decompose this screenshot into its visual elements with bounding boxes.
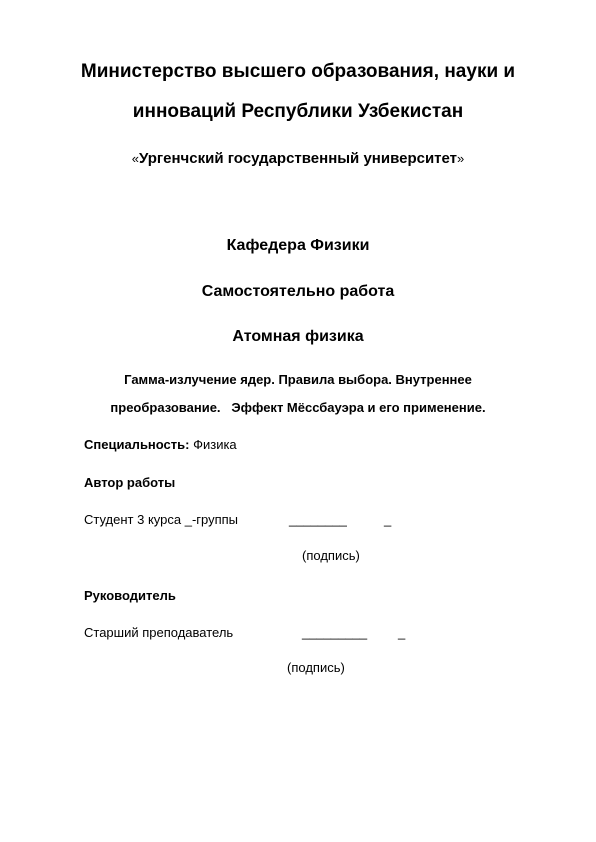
work-type-title: Самостоятельно работа xyxy=(201,283,395,300)
author-label: Автор работы xyxy=(84,475,176,490)
student-signature-caption: (подпись) xyxy=(302,548,360,563)
university-title: Ургенчский государственный университет xyxy=(138,150,458,167)
quote-close: » xyxy=(457,151,465,166)
specialty-row xyxy=(84,437,237,452)
topic-line-2: преобразование. Эффект Мёссбауэра и его применение. xyxy=(110,400,486,415)
supervisor-signature-tail: _ xyxy=(398,625,406,640)
supervisor-signature-caption: (подпись) xyxy=(287,660,345,675)
topic-line-1: Гамма-излучение ядер. Правила выбора. Внутреннее xyxy=(124,372,472,387)
university-name xyxy=(0,150,596,167)
student-signature-line: ________ xyxy=(289,512,347,527)
department-title: Кафедера Физики xyxy=(226,237,370,254)
ministry-line-1: Министерство высшего образования, науки и xyxy=(80,61,516,82)
subject-title: Атомная физика xyxy=(232,328,364,345)
supervisor-label: Руководитель xyxy=(84,588,176,603)
specialty-label: Специальность: xyxy=(84,437,190,452)
supervisor-signature-line: _________ xyxy=(302,625,368,640)
supervisor-text: Старший преподаватель xyxy=(84,625,234,640)
quote-open: « xyxy=(131,151,139,166)
specialty-value: Физика xyxy=(189,437,237,452)
ministry-line-2: инноваций Республики Узбекистан xyxy=(132,101,464,122)
student-text: Студент 3 курса _-группы xyxy=(84,512,239,527)
student-signature-tail: _ xyxy=(384,512,392,527)
